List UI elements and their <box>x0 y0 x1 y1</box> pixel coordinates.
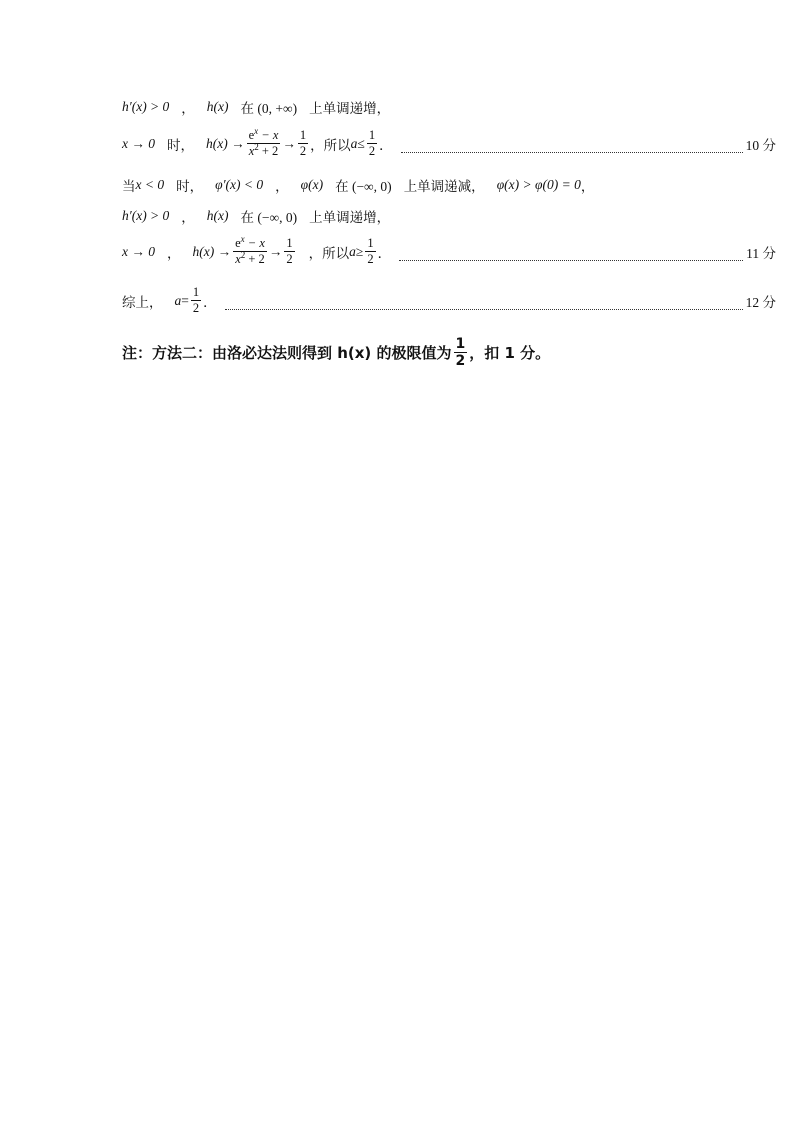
score-label: 12 分 <box>745 294 776 310</box>
line-1 <box>122 97 776 117</box>
text: ． <box>377 245 392 261</box>
text: 在 (−∞, 0) <box>335 179 392 194</box>
var-a: a <box>350 135 358 151</box>
line-5 <box>122 233 776 267</box>
text: 时， <box>176 179 204 194</box>
expr: x → 0 <box>122 135 155 151</box>
expr: x → 0 <box>122 243 155 259</box>
dot-leader <box>401 151 743 153</box>
text: 时， <box>167 137 194 153</box>
text: ， <box>167 245 181 261</box>
expr: h(x) <box>206 99 229 114</box>
expr: h(x) → <box>192 243 232 259</box>
score-label: 10 分 <box>745 137 776 153</box>
text: ． <box>203 294 217 310</box>
expr: h(x) <box>206 208 229 223</box>
text: 在 (0, +∞) <box>240 101 298 116</box>
note-text: 注：方法二：由洛必达法则得到 h(x) 的极限值为 <box>122 344 452 362</box>
dot-leader <box>399 259 743 261</box>
arrow: → <box>282 135 296 151</box>
line-6 <box>122 285 776 316</box>
expr: φ(x) <box>300 177 324 192</box>
text: ，所以 <box>310 137 351 153</box>
text: ， <box>580 179 595 194</box>
dot-leader <box>225 308 743 310</box>
expr: h′(x) > 0 <box>122 208 170 223</box>
expr: φ′(x) < 0 <box>215 177 264 192</box>
text: 上单调递减， <box>403 179 485 194</box>
text: ， <box>181 101 195 116</box>
text: ，所以 <box>308 245 350 261</box>
text: ， <box>181 210 195 225</box>
var-a: a <box>174 292 182 308</box>
note-tail: ，扣 1 分。 <box>469 344 551 362</box>
fraction: $\frac{e^x - x}{x^2 + 2}$ <box>235 233 265 266</box>
line-3 <box>122 175 776 195</box>
expr: x < 0 <box>135 177 165 192</box>
relation: ≤ <box>357 135 365 151</box>
text: 在 (−∞, 0) <box>240 210 298 225</box>
relation: ≥ <box>355 243 364 259</box>
line-4 <box>122 206 776 226</box>
fraction-half: $\frac{1}{2}$ <box>192 285 200 315</box>
text: ， <box>275 179 289 194</box>
line-2 <box>122 125 776 159</box>
text: 上单调递增， <box>309 101 391 116</box>
relation: = <box>181 292 189 308</box>
fraction-half: $\frac{1}{2}$ <box>286 236 293 266</box>
text: ． <box>379 137 393 153</box>
expr: h(x) → <box>206 135 245 151</box>
expr: h′(x) > 0 <box>122 99 170 114</box>
fraction-half: $\frac{1}{2}$ <box>368 128 376 158</box>
fraction-half: $\frac{1}{2}$ <box>367 236 374 266</box>
fraction-half: $\frac{1}{2}$ <box>455 336 466 369</box>
note-line <box>122 336 550 369</box>
fraction: $\frac{e^x - x}{x^2 + 2}$ <box>248 125 279 158</box>
text: 上单调递增， <box>309 210 391 225</box>
text: 综上， <box>122 294 163 310</box>
score-label: 11 分 <box>746 245 776 261</box>
expr: φ(x) > φ(0) = 0 <box>496 177 581 192</box>
arrow: → <box>268 243 283 259</box>
text: 当 <box>122 179 136 194</box>
var-a: a <box>349 243 356 259</box>
fraction-half: $\frac{1}{2}$ <box>299 128 307 158</box>
